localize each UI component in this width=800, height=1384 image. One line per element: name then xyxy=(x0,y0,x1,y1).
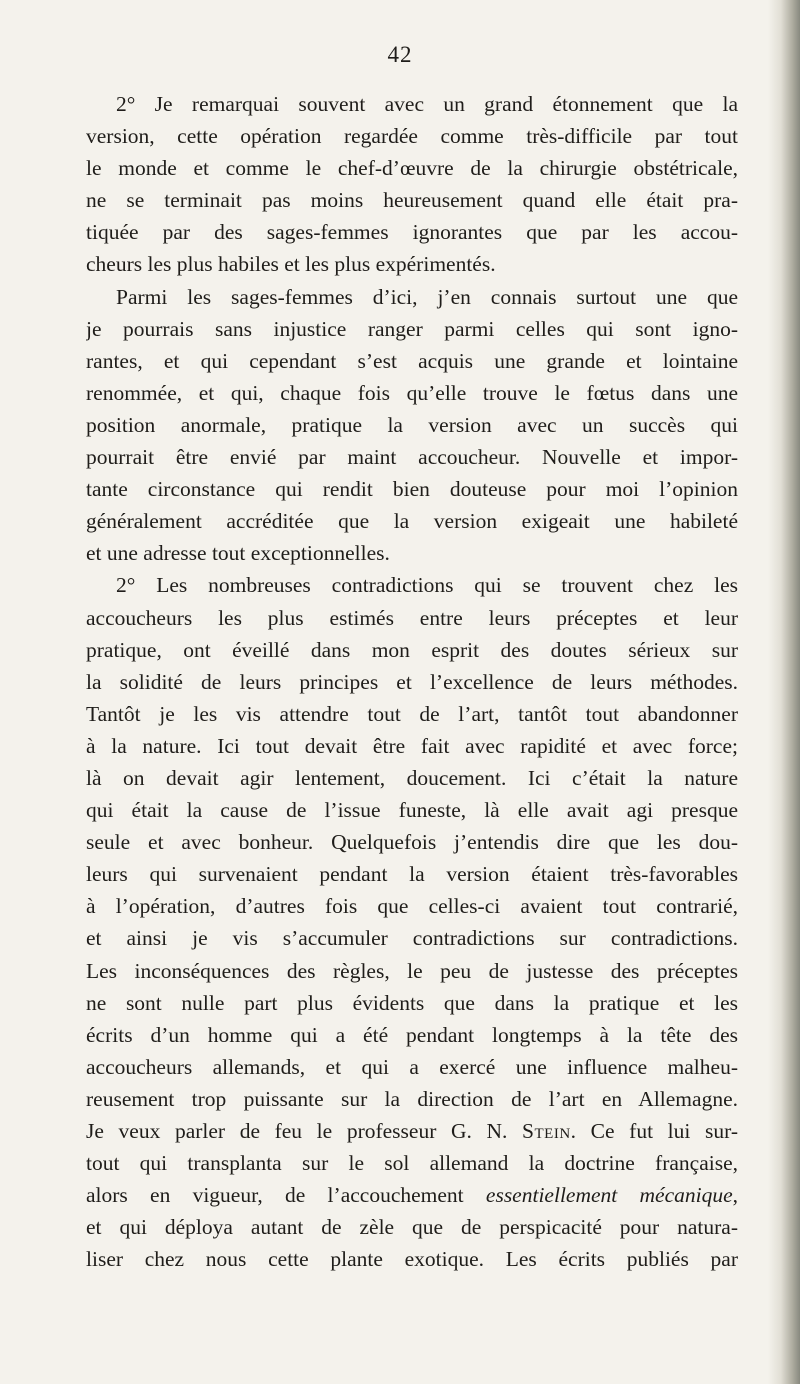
text-line: je pourrais sans injustice ranger parmi celles qui sont igno- xyxy=(86,316,738,341)
text-line: ne sont nulle part plus évidents que dans la pratique et les xyxy=(86,990,738,1015)
text-line: Parmi les sages-femmes d’ici, j’en connais surtout une que xyxy=(116,284,738,309)
text-line: 2° Les nombreuses contradictions qui se trouvent chez les xyxy=(116,573,738,598)
text-line: leurs qui survenaient pendant la version étaient très-favorables xyxy=(86,862,738,887)
text-line: pratique, ont éveillé dans mon esprit des doutes sérieux sur xyxy=(86,637,738,662)
text-line: là on devait agir lentement, doucement. Ici c’était la nature xyxy=(86,765,738,790)
text-line: rantes, et qui cependant s’est acquis une grande et lointaine xyxy=(86,348,738,373)
line-text: alors en vigueur, de l’accouchement xyxy=(86,1183,486,1208)
text-line: accoucheurs les plus estimés entre leurs préceptes et leur xyxy=(86,605,738,630)
text-line: et qui déploya autant de zèle que de perspicacité pour natura- xyxy=(86,1215,738,1240)
text-line: tante circonstance qui rendit bien douteuse pour moi l’opinion xyxy=(86,477,738,502)
text-line: accoucheurs allemands, et qui a exercé une influence malheu- xyxy=(86,1054,738,1079)
text-line: et une adresse tout exceptionnelles. xyxy=(86,541,390,566)
text-line: liser chez nous cette plante exotique. Les écrits publiés par xyxy=(86,1247,738,1272)
page-number: 42 xyxy=(387,42,413,67)
text-line: écrits d’un homme qui a été pendant longtemps à la tête des xyxy=(86,1022,738,1047)
page-spine-shadow xyxy=(768,0,800,1384)
line-text: Je veux parler de feu le professeur G. N. xyxy=(86,1119,523,1143)
text-line: reusement trop puissante sur la direction de l’art en Allemagne. xyxy=(86,1086,738,1111)
line-text: , xyxy=(732,1183,738,1208)
text-line: tiquée par des sages-femmes ignorantes que par les accou- xyxy=(86,220,738,245)
line-text: . Ce fut lui sur- xyxy=(570,1119,738,1143)
text-line: généralement accréditée que la version exigeait une habileté xyxy=(86,509,738,534)
text-line: renommée, et qui, chaque fois qu’elle trouve le fœtus dans une xyxy=(86,380,738,405)
text-line: le monde et comme le chef-d’œuvre de la chirurgie obstétricale, xyxy=(86,156,738,181)
text-line: Tantôt je les vis attendre tout de l’art, tantôt tout abandonner xyxy=(86,701,738,726)
text-line: seule et avec bonheur. Quelquefois j’entendis dire que les dou- xyxy=(86,830,738,855)
body-text xyxy=(86,88,738,1275)
text-line: ne se terminait pas moins heureusement quand elle était pra- xyxy=(86,188,738,213)
text-line: 2° Je remarquai souvent avec un grand étonnement que la xyxy=(116,92,738,116)
author-name: Stein xyxy=(522,1119,571,1143)
text-line: position anormale, pratique la version avec un succès qui xyxy=(86,412,738,437)
text-line: pourrait être envié par maint accoucheur. Nouvelle et impor- xyxy=(86,445,738,470)
text-line: à la nature. Ici tout devait être fait avec rapidité et avec force; xyxy=(86,733,738,758)
text-line xyxy=(86,1115,738,1147)
text-line: et ainsi je vis s’accumuler contradictions sur contradictions. xyxy=(86,926,738,951)
text-line: cheurs les plus habiles et les plus expérimentés. xyxy=(86,252,496,277)
emphasized-text: essentiellement mécanique xyxy=(485,1183,733,1208)
text-line: Les inconséquences des règles, le peu de justesse des préceptes xyxy=(86,958,738,983)
text-line: version, cette opération regardée comme très-difficile par tout xyxy=(86,124,738,149)
text-line: la solidité de leurs principes et l’excellence de leurs méthodes. xyxy=(86,669,738,694)
text-line xyxy=(86,1179,738,1211)
text-line: à l’opération, d’autres fois que celles-ci avaient tout contrarié, xyxy=(86,894,738,919)
text-line: qui était la cause de l’issue funeste, là elle avait agi presque xyxy=(86,798,738,823)
text-line: tout qui transplanta sur le sol allemand la doctrine française, xyxy=(86,1151,738,1176)
